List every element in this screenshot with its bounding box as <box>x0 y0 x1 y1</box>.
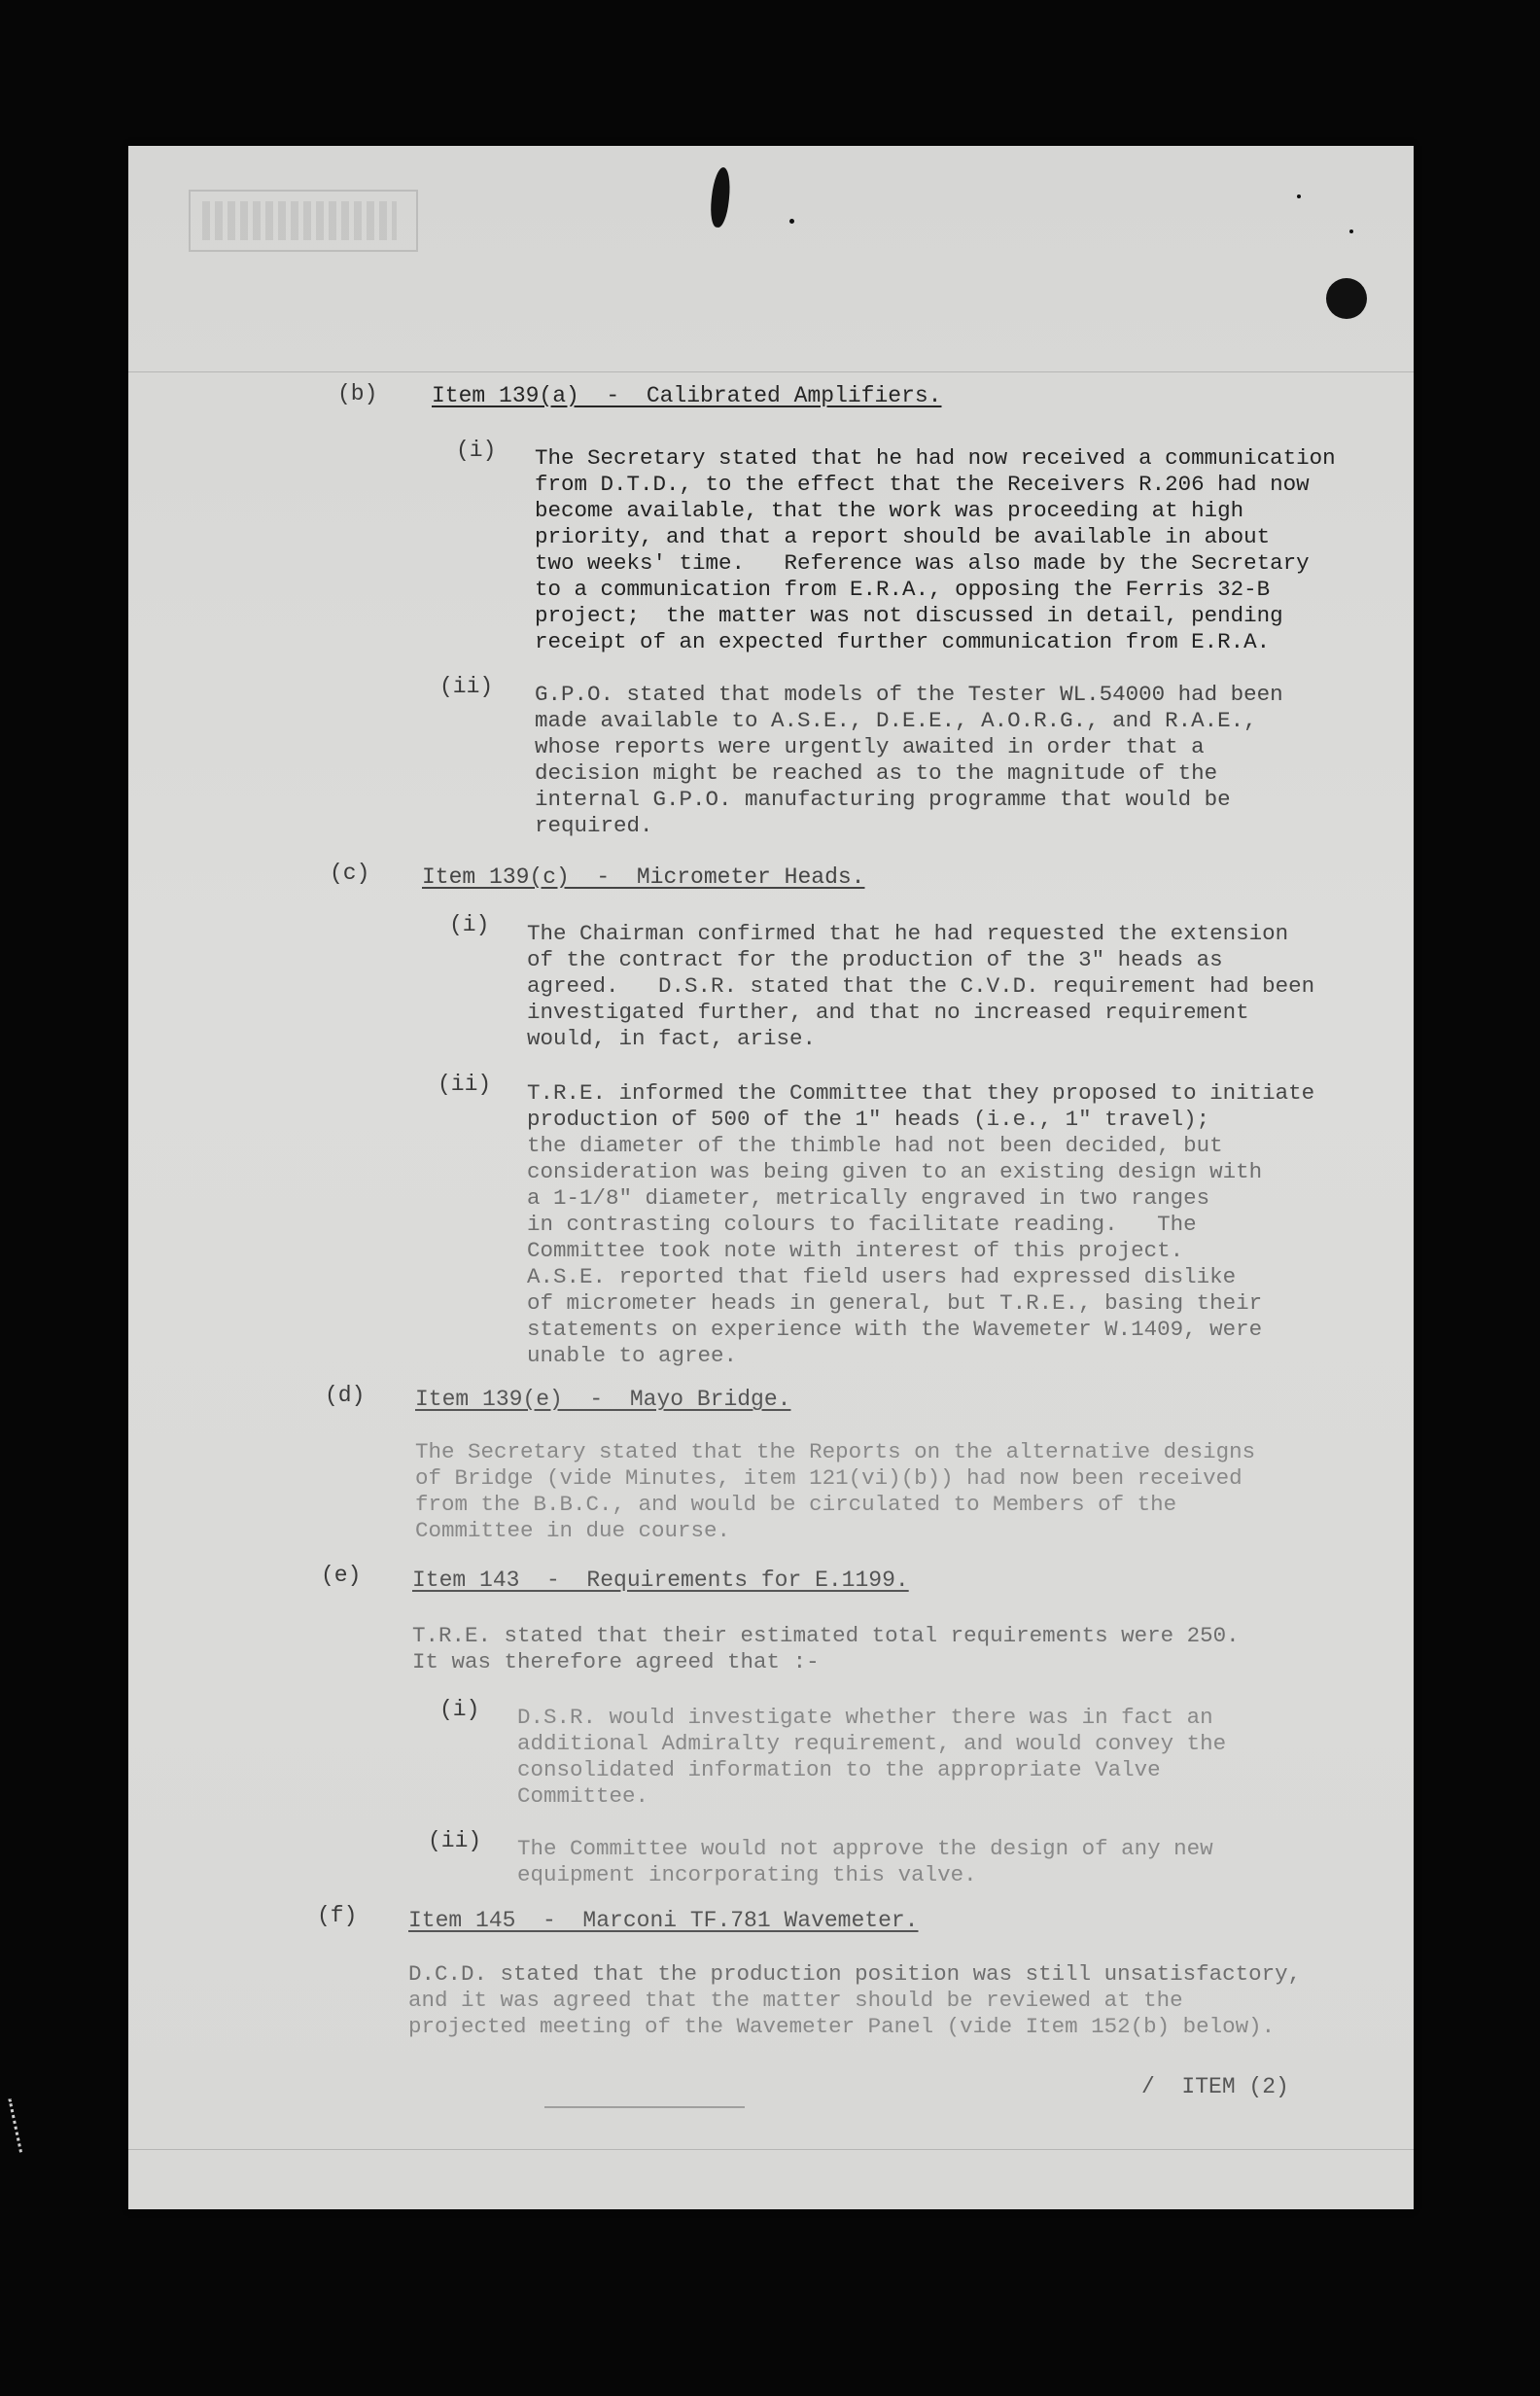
section-c-ii-line: a 1-1/8" diameter, metrically engraved in two ranges <box>527 1185 1210 1211</box>
section-d-heading: Item 139(e) - Mayo Bridge. <box>415 1387 791 1412</box>
section-c-ii-line: the diameter of the thimble had not been decided, but <box>527 1133 1223 1158</box>
section-c-heading: Item 139(c) - Micrometer Heads. <box>422 864 865 890</box>
section-b-ii-line: G.P.O. stated that models of the Tester WL.54000 had been <box>535 682 1283 707</box>
section-c-ii-line: unable to agree. <box>527 1343 738 1368</box>
section-e-i-line: additional Admiralty requirement, and would convey the <box>517 1731 1227 1756</box>
section-b-ii-line: whose reports were urgently awaited in order that a <box>535 734 1205 759</box>
page-fold-line <box>128 2149 1414 2150</box>
section-c-ii-line: statements on experience with the Wavemeter W.1409, were <box>527 1317 1263 1342</box>
section-b-ii-label: (ii) <box>439 674 494 699</box>
section-c-i-label: (i) <box>449 912 490 937</box>
section-e-ii-line: The Committee would not approve the design of any new <box>517 1836 1213 1861</box>
section-c-ii-line: production of 500 of the 1" heads (i.e., 1" travel); <box>527 1107 1210 1132</box>
section-e-intro-line: T.R.E. stated that their estimated total requirements were 250. <box>412 1623 1240 1648</box>
section-c-ii-line: of micrometer heads in general, but T.R.E., basing their <box>527 1290 1263 1316</box>
section-c-ii-label: (ii) <box>438 1072 492 1097</box>
section-b-heading: Item 139(a) - Calibrated Amplifiers. <box>432 383 942 408</box>
section-c-i-line: of the contract for the production of the 3" heads as <box>527 947 1223 972</box>
section-d-line: Committee in due course. <box>415 1518 731 1543</box>
section-b-i-label: (i) <box>456 438 497 463</box>
ink-speck <box>789 219 794 224</box>
section-b-i-line: project; the matter was not discussed in detail, pending <box>535 603 1283 628</box>
section-d-line: of Bridge (vide Minutes, item 121(vi)(b)) had now been received <box>415 1465 1242 1491</box>
section-d-label: (d) <box>325 1383 366 1408</box>
ink-speck <box>1297 194 1301 198</box>
section-c-ii-line: in contrasting colours to facilitate reading. The <box>527 1212 1197 1237</box>
section-c-ii-line: consideration was being given to an existing design with <box>527 1159 1263 1184</box>
section-f-line: D.C.D. stated that the production position was still unsatisfactory, <box>408 1961 1302 1987</box>
section-c-ii-line: Committee took note with interest of this project. <box>527 1238 1184 1263</box>
scan-edge-mark <box>8 2095 39 2152</box>
section-c-i-line: agreed. D.S.R. stated that the C.V.D. requirement had been <box>527 973 1315 999</box>
section-c-ii-line: A.S.E. reported that field users had expressed dislike <box>527 1264 1237 1289</box>
punch-hole <box>1326 278 1367 319</box>
section-e-label: (e) <box>321 1563 362 1588</box>
section-b-label: (b) <box>337 381 378 406</box>
section-b-i-line: two weeks' time. Reference was also made by the Secretary <box>535 550 1310 576</box>
section-b-i-line: The Secretary stated that he had now received a communication <box>535 445 1336 471</box>
section-c-ii-line: T.R.E. informed the Committee that they proposed to initiate <box>527 1080 1315 1106</box>
section-b-ii-line: internal G.P.O. manufacturing programme that would be <box>535 787 1231 812</box>
section-b-i-line: to a communication from E.R.A., opposing the Ferris 32-B <box>535 577 1271 602</box>
section-e-i-line: Committee. <box>517 1783 649 1809</box>
page-fold-line <box>128 371 1414 372</box>
document-page <box>128 146 1414 2209</box>
section-f-line: projected meeting of the Wavemeter Panel (vide Item 152(b) below). <box>408 2014 1276 2039</box>
section-e-ii-label: (ii) <box>428 1828 482 1853</box>
continuation-note: / ITEM (2) <box>1141 2074 1289 2099</box>
section-e-i-line: consolidated information to the appropriate Valve <box>517 1757 1161 1782</box>
section-e-ii-line: equipment incorporating this valve. <box>517 1862 977 1887</box>
section-b-i-line: priority, and that a report should be available in about <box>535 524 1271 549</box>
section-c-i-line: investigated further, and that no increased requirement <box>527 1000 1249 1025</box>
section-e-heading: Item 143 - Requirements for E.1199. <box>412 1568 909 1593</box>
section-f-heading: Item 145 - Marconi TF.781 Wavemeter. <box>408 1908 919 1933</box>
section-b-i-line: receipt of an expected further communication from E.R.A. <box>535 629 1271 654</box>
ink-speck <box>1349 229 1353 233</box>
section-b-ii-line: required. <box>535 813 653 838</box>
section-c-i-line: would, in fact, arise. <box>527 1026 817 1051</box>
section-e-i-line: D.S.R. would investigate whether there was in fact an <box>517 1705 1213 1730</box>
section-b-i-line: become available, that the work was proceeding at high <box>535 498 1244 523</box>
section-b-ii-line: made available to A.S.E., D.E.E., A.O.R.G., and R.A.E., <box>535 708 1257 733</box>
section-c-label: (c) <box>330 861 370 886</box>
section-f-label: (f) <box>317 1903 358 1928</box>
ink-blot <box>709 166 732 229</box>
signature-line <box>544 2106 745 2108</box>
section-c-i-line: The Chairman confirmed that he had requested the extension <box>527 921 1289 946</box>
section-d-line: The Secretary stated that the Reports on the alternative designs <box>415 1439 1256 1464</box>
archive-stamp <box>189 190 418 252</box>
section-e-intro-line: It was therefore agreed that :- <box>412 1649 820 1674</box>
section-f-line: and it was agreed that the matter should be reviewed at the <box>408 1988 1183 2013</box>
section-e-i-label: (i) <box>439 1697 480 1722</box>
section-b-ii-line: decision might be reached as to the magnitude of the <box>535 760 1218 786</box>
section-b-i-line: from D.T.D., to the effect that the Receivers R.206 had now <box>535 472 1310 497</box>
section-d-line: from the B.B.C., and would be circulated to Members of the <box>415 1492 1177 1517</box>
